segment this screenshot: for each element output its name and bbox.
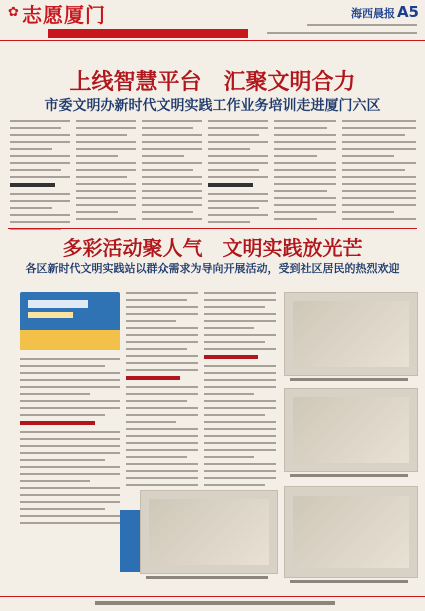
photo-3-caption bbox=[290, 580, 408, 583]
section-divider bbox=[8, 228, 417, 229]
column-subheading bbox=[10, 183, 55, 187]
masthead-title: 志愿厦门 bbox=[22, 3, 106, 27]
second-headline: 多彩活动聚人气 文明实践放光芒 bbox=[62, 236, 363, 260]
masthead-date-line bbox=[307, 24, 417, 30]
photo-4-caption bbox=[146, 576, 268, 579]
vertical-side-badge bbox=[120, 510, 140, 572]
photo-3 bbox=[284, 486, 418, 578]
article-1-col-5 bbox=[274, 120, 336, 225]
footer-line bbox=[95, 601, 335, 605]
article-1-col-6 bbox=[342, 120, 416, 225]
article-1-col-1 bbox=[10, 120, 70, 235]
article-1-col-3 bbox=[142, 120, 202, 225]
masthead bbox=[0, 0, 425, 42]
main-subheadline: 市委文明办新时代文明实践工作业务培训走进厦门六区 bbox=[44, 98, 381, 114]
photo-2 bbox=[284, 388, 418, 472]
masthead-meta-line bbox=[267, 32, 417, 37]
photo-4 bbox=[140, 490, 278, 574]
column-subheading bbox=[126, 376, 180, 380]
article-1-col-4 bbox=[208, 120, 268, 228]
column-subheading bbox=[20, 421, 95, 425]
masthead-rule bbox=[0, 40, 425, 41]
column-subheading bbox=[204, 355, 258, 359]
article-2-col-2 bbox=[126, 292, 198, 491]
masthead-red-bar bbox=[48, 29, 248, 38]
column-subheading bbox=[208, 183, 253, 187]
photo-1 bbox=[284, 292, 418, 376]
page-number: A5 bbox=[396, 3, 419, 21]
photo-1-caption bbox=[290, 378, 408, 381]
article-2-col-3 bbox=[204, 292, 276, 491]
footer-rule bbox=[0, 596, 425, 597]
article-2-col-1 bbox=[20, 358, 120, 529]
activity-banner-image bbox=[20, 292, 120, 350]
second-subheadline: 各区新时代文明实践站以群众需求为导向开展活动，受到社区居民的热烈欢迎 bbox=[25, 262, 400, 275]
main-headline: 上线智慧平台 汇聚文明合力 bbox=[69, 70, 356, 95]
flower-mark-icon: ✿ bbox=[8, 5, 19, 20]
article-1-col-2 bbox=[76, 120, 136, 225]
photo-2-caption bbox=[290, 474, 408, 477]
paper-name: 海西晨报 bbox=[351, 7, 395, 20]
